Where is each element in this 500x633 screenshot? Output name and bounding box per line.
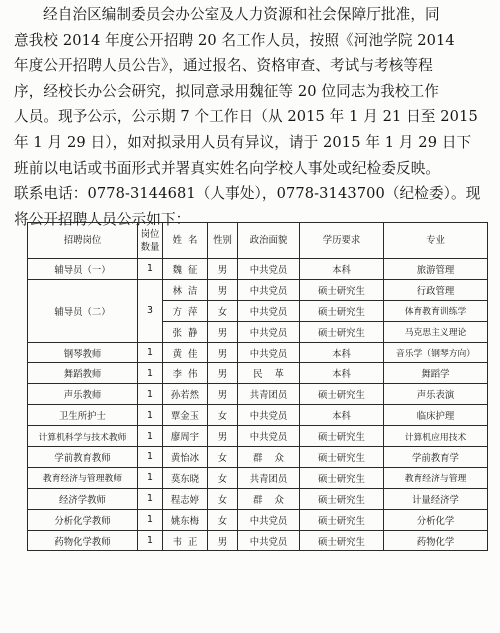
table-row xyxy=(28,447,488,468)
cell-education: 本科 xyxy=(300,405,384,426)
cell-education: 硕士研究生 xyxy=(300,447,384,468)
cell-name: 姚东梅 xyxy=(163,509,208,530)
notice-line: 联系电话：0778-3144681（人事处），0778-3143700（纪检委）。现 xyxy=(14,185,481,203)
cell-political: 中共党员 xyxy=(238,405,300,426)
cell-education: 硕士研究生 xyxy=(300,300,384,321)
cell-quota: 3 xyxy=(138,279,163,342)
header-gender: 性别 xyxy=(208,223,238,259)
cell-major: 旅游管理 xyxy=(384,259,488,280)
cell-gender: 女 xyxy=(208,300,238,321)
cell-political: 中共党员 xyxy=(238,530,300,551)
cell-major: 体育教育训练学 xyxy=(384,300,488,321)
cell-position: 辅导员（一） xyxy=(28,259,138,280)
cell-political: 中共党员 xyxy=(238,426,300,447)
cell-education: 本科 xyxy=(300,259,384,280)
notice-line: 经自治区编制委员会办公室及人力资源和社会保障厅批准，同 xyxy=(43,6,440,23)
table-row xyxy=(28,363,488,384)
cell-name: 韦 正 xyxy=(163,530,208,551)
table-row xyxy=(28,259,488,280)
cell-name: 黄 佳 xyxy=(163,342,208,363)
cell-education: 硕士研究生 xyxy=(300,467,384,488)
cell-gender: 女 xyxy=(208,488,238,509)
header-education: 学历要求 xyxy=(300,223,384,259)
cell-gender: 男 xyxy=(208,342,238,363)
table-row xyxy=(28,467,488,488)
cell-major: 计量经济学 xyxy=(384,488,488,509)
cell-gender: 男 xyxy=(208,363,238,384)
cell-major: 分析化学 xyxy=(384,509,488,530)
notice-paragraph xyxy=(14,2,492,232)
cell-position: 辅导员（二） xyxy=(28,279,138,342)
cell-gender: 男 xyxy=(208,259,238,280)
cell-gender: 女 xyxy=(208,405,238,426)
cell-gender: 男 xyxy=(208,321,238,342)
cell-gender: 男 xyxy=(208,426,238,447)
cell-quota: 1 xyxy=(138,259,163,280)
notice-line: 意我校 2014 年度公开招聘 20 名工作人员，按照《河池学院 2014 xyxy=(14,31,455,49)
cell-name: 张 静 xyxy=(163,321,208,342)
cell-gender: 女 xyxy=(208,509,238,530)
cell-major: 声乐表演 xyxy=(384,384,488,405)
cell-quota: 1 xyxy=(138,447,163,468)
cell-quota: 1 xyxy=(138,363,163,384)
cell-gender: 女 xyxy=(208,467,238,488)
table-row xyxy=(28,279,488,300)
cell-education: 本科 xyxy=(300,363,384,384)
cell-quota: 1 xyxy=(138,509,163,530)
cell-education: 硕士研究生 xyxy=(300,530,384,551)
notice-line: 班前以电话或书面形式并署真实姓名向学校人事处或纪检委反映。 xyxy=(14,159,441,177)
cell-position: 分析化学教师 xyxy=(28,509,138,530)
cell-position: 声乐教师 xyxy=(28,384,138,405)
cell-political: 共青团员 xyxy=(238,384,300,405)
header-name: 姓 名 xyxy=(163,223,208,259)
cell-education: 硕士研究生 xyxy=(300,384,384,405)
cell-position: 舞蹈教师 xyxy=(28,363,138,384)
cell-gender: 女 xyxy=(208,447,238,468)
cell-quota: 1 xyxy=(138,426,163,447)
table-row xyxy=(28,405,488,426)
cell-position: 药物化学教师 xyxy=(28,530,138,551)
table-row xyxy=(28,342,488,363)
cell-political: 中共党员 xyxy=(238,321,300,342)
notice-line: 年度公开招聘人员公告》，通过报名、资格审查、考试与考核等程 xyxy=(14,57,433,75)
cell-gender: 男 xyxy=(208,384,238,405)
cell-education: 硕士研究生 xyxy=(300,426,384,447)
cell-political: 中共党员 xyxy=(238,300,300,321)
cell-quota: 1 xyxy=(138,405,163,426)
cell-education: 硕士研究生 xyxy=(300,279,384,300)
cell-political: 群 众 xyxy=(238,488,300,509)
cell-name: 程志婷 xyxy=(163,488,208,509)
cell-quota: 1 xyxy=(138,530,163,551)
cell-name: 覃金玉 xyxy=(163,405,208,426)
cell-major: 药物化学 xyxy=(384,530,488,551)
cell-gender: 男 xyxy=(208,279,238,300)
table-header-row xyxy=(28,223,488,259)
cell-name: 莫东晓 xyxy=(163,467,208,488)
cell-name: 孙若然 xyxy=(163,384,208,405)
cell-political: 群 众 xyxy=(238,447,300,468)
header-quota: 岗位数量 xyxy=(138,223,163,259)
cell-position: 计算机科学与技术教师 xyxy=(28,426,138,447)
header-political: 政治面貌 xyxy=(238,223,300,259)
cell-name: 李 伟 xyxy=(163,363,208,384)
cell-major: 马克思主义理论 xyxy=(384,321,488,342)
cell-name: 方 萍 xyxy=(163,300,208,321)
cell-quota: 1 xyxy=(138,467,163,488)
cell-position: 钢琴教师 xyxy=(28,342,138,363)
cell-position: 教育经济与管理教师 xyxy=(28,467,138,488)
cell-position: 经济学教师 xyxy=(28,488,138,509)
table-row xyxy=(28,530,488,551)
cell-education: 硕士研究生 xyxy=(300,488,384,509)
cell-major: 音乐学（钢琴方向） xyxy=(384,342,488,363)
header-position: 招聘岗位 xyxy=(28,223,138,259)
cell-major: 教育经济与管理 xyxy=(384,467,488,488)
cell-major: 临床护理 xyxy=(384,405,488,426)
cell-major: 舞蹈学 xyxy=(384,363,488,384)
cell-education: 硕士研究生 xyxy=(300,321,384,342)
cell-name: 林 洁 xyxy=(163,279,208,300)
cell-education: 硕士研究生 xyxy=(300,509,384,530)
cell-name: 魏 征 xyxy=(163,259,208,280)
cell-name: 黄怡冰 xyxy=(163,447,208,468)
cell-name: 廖周宇 xyxy=(163,426,208,447)
notice-line: 人员。现予公示，公示期 7 个工作日（从 2015 年 1 月 21 日至 2015 xyxy=(14,108,478,126)
cell-political: 民 革 xyxy=(238,363,300,384)
cell-quota: 1 xyxy=(138,342,163,363)
cell-position: 学前教育教师 xyxy=(28,447,138,468)
notice-line: 年 1 月 29 日），如对拟录用人员有异议，请于 2015 年 1 月 29 日下 xyxy=(14,133,472,151)
cell-political: 中共党员 xyxy=(238,509,300,530)
cell-political: 中共党员 xyxy=(238,279,300,300)
cell-gender: 男 xyxy=(208,530,238,551)
header-major: 专业 xyxy=(384,223,488,259)
cell-position: 卫生所护士 xyxy=(28,405,138,426)
notice-line: 序，经校长办公会研究，拟同意录用魏征等 20 位同志为我校工作 xyxy=(14,82,439,100)
cell-political: 中共党员 xyxy=(238,259,300,280)
cell-political: 共青团员 xyxy=(238,467,300,488)
table-row xyxy=(28,488,488,509)
notice-line: 将公开招聘人员公示如下： xyxy=(14,210,191,228)
table-row xyxy=(28,384,488,405)
cell-major: 计算机应用技术 xyxy=(384,426,488,447)
table-row xyxy=(28,426,488,447)
cell-political: 中共党员 xyxy=(238,342,300,363)
cell-major: 行政管理 xyxy=(384,279,488,300)
cell-quota: 1 xyxy=(138,488,163,509)
cell-quota: 1 xyxy=(138,384,163,405)
cell-major: 学前教育学 xyxy=(384,447,488,468)
table-row xyxy=(28,509,488,530)
cell-education: 本科 xyxy=(300,342,384,363)
recruitment-table xyxy=(27,222,488,551)
